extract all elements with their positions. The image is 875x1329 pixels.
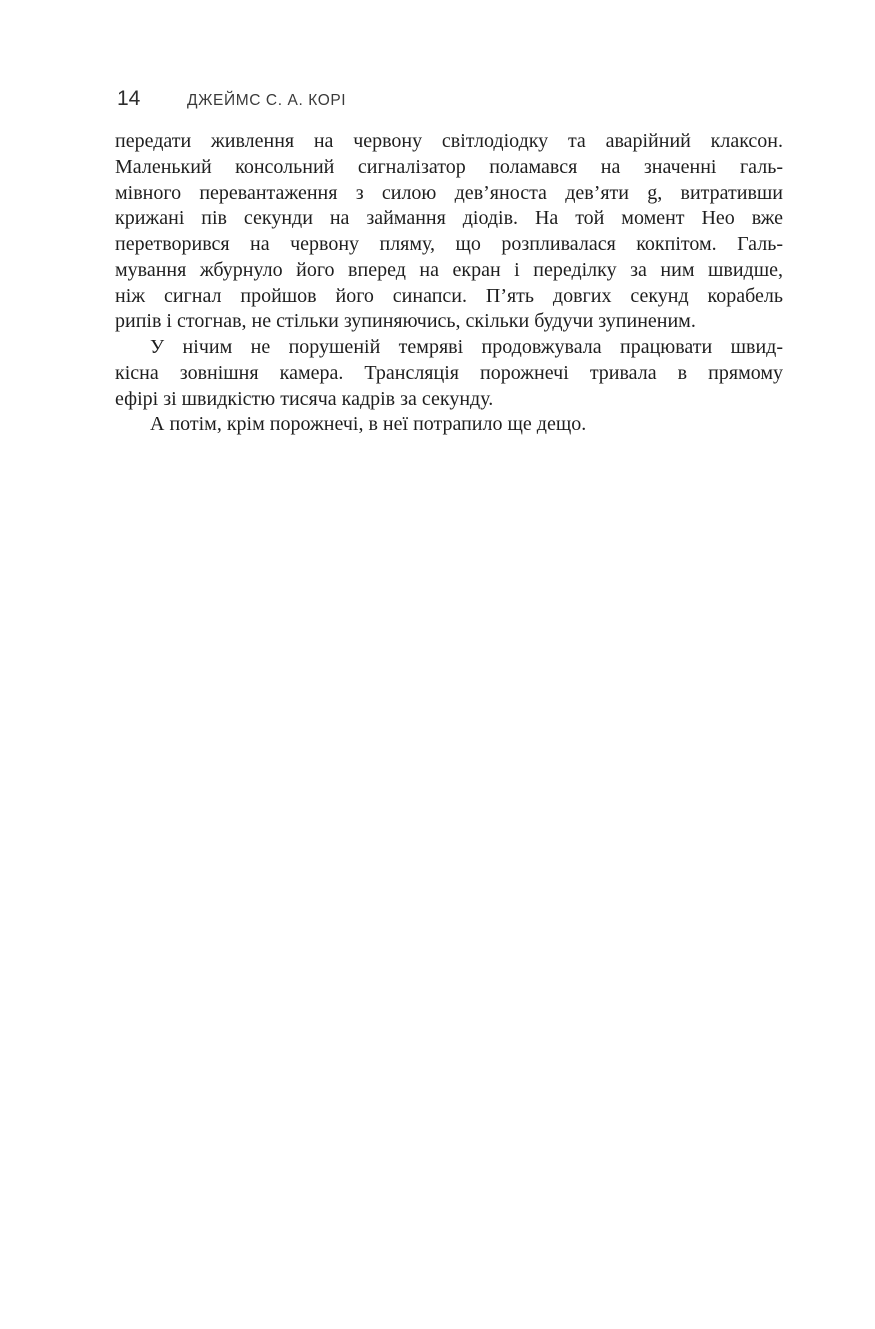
text-line: перетворився на червону пляму, що розпливалася кокпітом. Галь-: [115, 233, 783, 255]
text-line: крижані пів секунди на займання діодів. На той момент Нео вже: [115, 207, 783, 230]
running-title: ДЖЕЙМС С. А. КОРІ: [187, 92, 347, 109]
text-line: мування жбурнуло його вперед на екран і переділку за ним швидше,: [115, 258, 783, 281]
text-line: кісна зовнішня камера. Трансляція порожнечі тривала в прямому: [115, 361, 783, 384]
text-line: Маленький консольний сигналізатор поламався на значенні галь-: [115, 155, 783, 178]
page-number: 14: [117, 87, 141, 110]
text-line: передати живлення на червону світлодіодку та аварійний клаксон.: [115, 130, 783, 152]
text-line: мівного перевантаження з силою дев’яноста дев’яти g, витративши: [115, 181, 783, 204]
text-line: рипів і стогнав, не стільки зупиняючись, скільки будучи зупиненим.: [115, 310, 696, 333]
running-header: [0, 86, 875, 112]
text-line: У нічим не порушеній темряві продовжувала працювати швид-: [150, 336, 783, 358]
text-line: ефірі зі швидкістю тисяча кадрів за секунду.: [115, 387, 494, 410]
text-line: ніж сигнал пройшов його синапси. П’ять довгих секунд корабель: [115, 284, 783, 307]
text-line: А потім, крім порожнечі, в неї потрапило ще дещо.: [150, 413, 587, 436]
body-text: [115, 129, 783, 438]
